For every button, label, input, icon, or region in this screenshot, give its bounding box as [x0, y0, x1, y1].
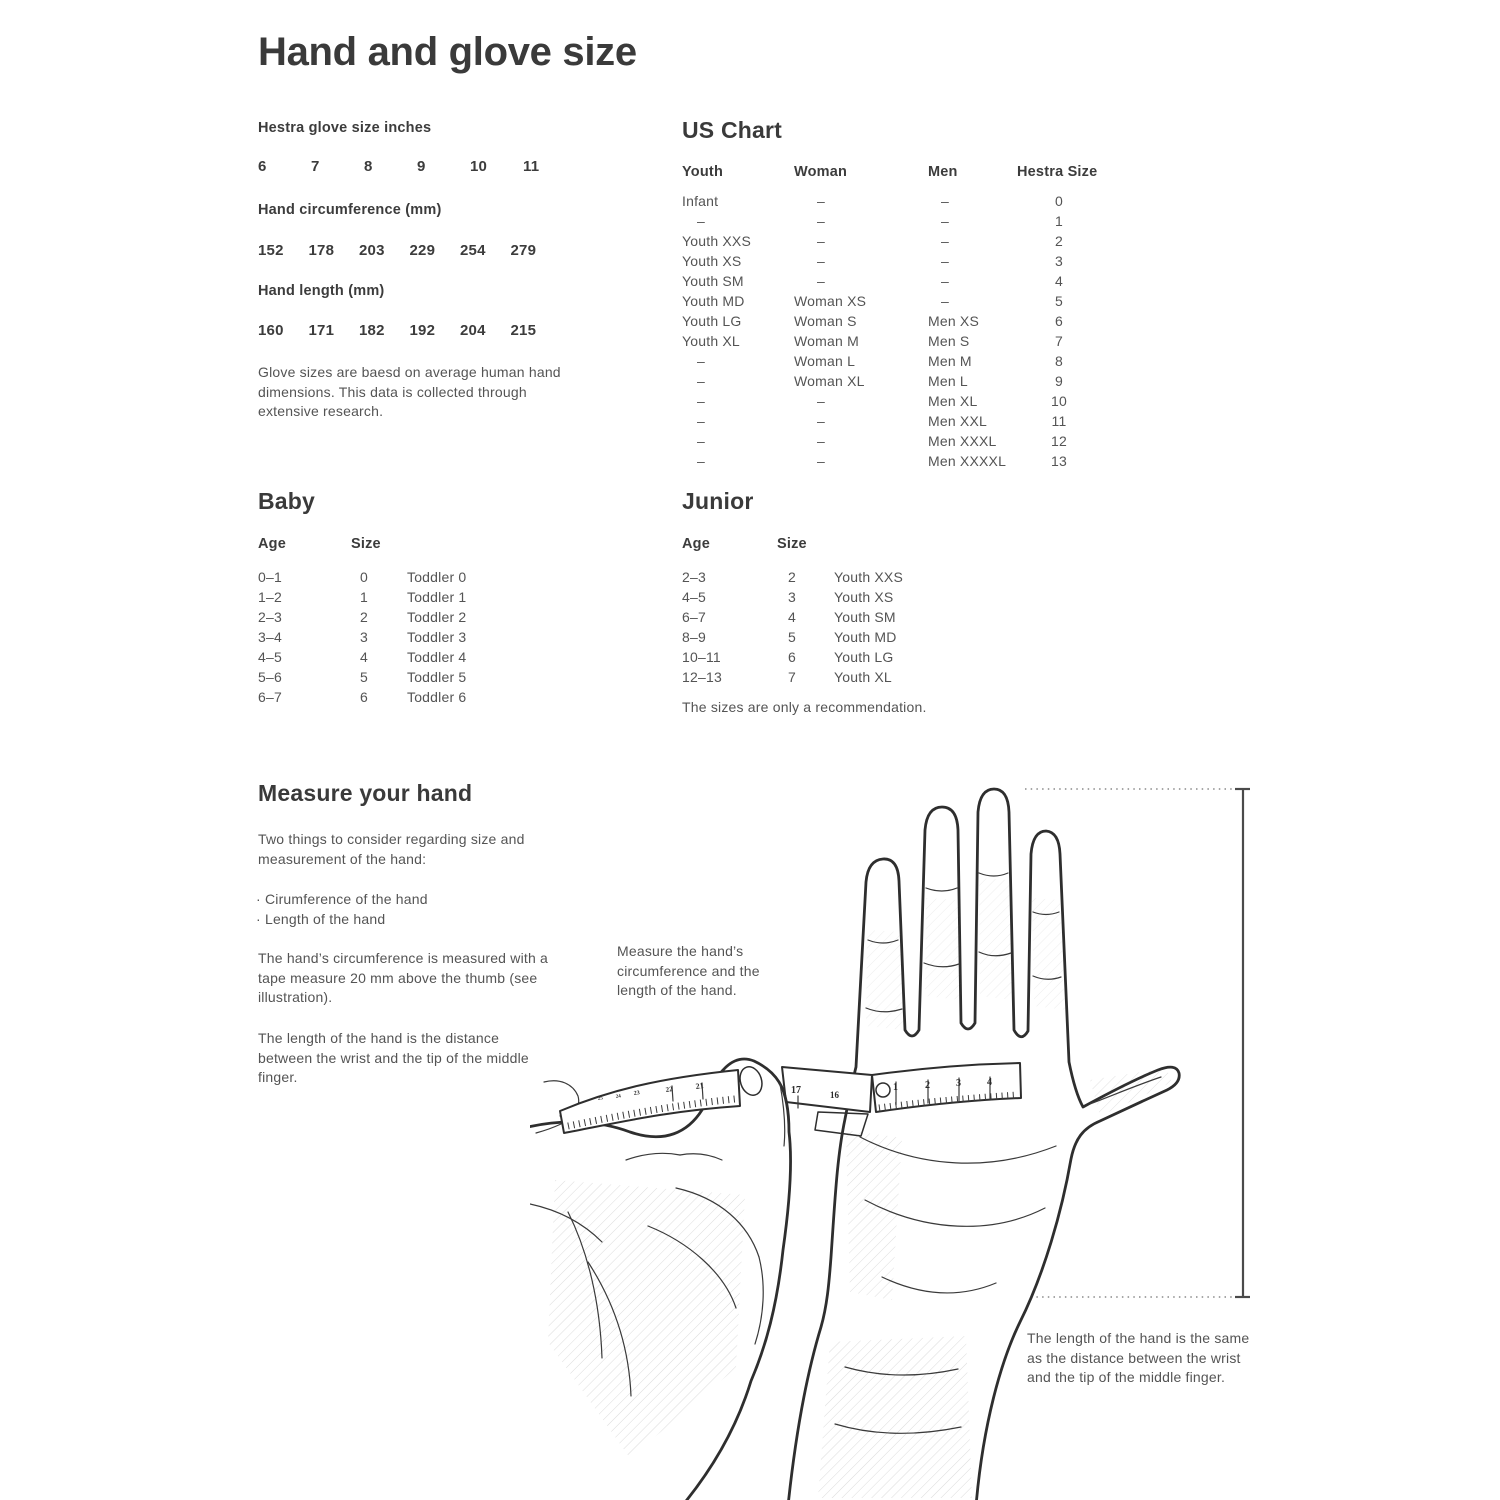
table-row: [258, 587, 466, 607]
woman-cell: –: [817, 433, 825, 449]
glove-size-note: Glove sizes are baesd on average human hand dimensions. This data is collected through extensive research.: [258, 364, 561, 420]
men-cell: Men XXXXL: [928, 453, 1007, 469]
youth-cell: Youth SM: [682, 273, 744, 289]
youth-cell: –: [697, 393, 705, 409]
baby-table-body: [258, 567, 466, 707]
tape-number: 1: [893, 1082, 898, 1093]
woman-cell: –: [817, 413, 825, 429]
table-row: [682, 411, 1101, 431]
column-header-age: Age: [682, 536, 710, 552]
age-cell: 3–4: [258, 629, 282, 645]
size-cell: 5: [360, 669, 368, 685]
hestra-size-cell: 13: [1051, 453, 1067, 469]
hand-circumference-value: 203: [359, 242, 385, 259]
size-label-cell: Toddler 3: [407, 629, 467, 645]
age-cell: 6–7: [258, 689, 282, 705]
hand-circumference-value: 254: [460, 242, 486, 259]
hestra-size-cell: 0: [1055, 193, 1063, 209]
men-cell: –: [941, 293, 949, 309]
tape-number: 25: [597, 1096, 604, 1102]
table-row: [682, 647, 903, 667]
men-cell: –: [941, 253, 949, 269]
hand-length-values-row: [258, 322, 561, 339]
table-row: [682, 271, 1101, 291]
table-row: [682, 351, 1101, 371]
size-label-cell: Youth XL: [834, 669, 892, 685]
men-cell: –: [941, 233, 949, 249]
table-row: [258, 687, 466, 707]
woman-cell: –: [817, 253, 825, 269]
hand-circumference-heading: Hand circumference (mm): [258, 202, 442, 218]
woman-cell: –: [817, 453, 825, 469]
youth-cell: –: [697, 213, 705, 229]
circumference-paragraph: The hand’s circumference is measured with a tape measure 20 mm above the thumb (see illustration).: [258, 950, 549, 1006]
size-cell: 1: [360, 589, 368, 605]
column-header-hestra-size: Hestra Size: [1017, 164, 1098, 180]
junior-size-table: [682, 536, 903, 687]
youth-cell: –: [697, 453, 705, 469]
age-cell: 4–5: [682, 589, 706, 605]
table-row: [258, 607, 466, 627]
age-cell: 10–11: [682, 649, 721, 665]
size-label-cell: Youth XXS: [834, 569, 904, 585]
men-cell: Men XS: [928, 313, 979, 329]
junior-title: Junior: [682, 488, 754, 514]
hand-length-heading: Hand length (mm): [258, 283, 385, 299]
table-row: [682, 451, 1101, 471]
junior-table-body: [682, 567, 903, 687]
men-cell: Men L: [928, 373, 968, 389]
age-cell: 4–5: [258, 649, 282, 665]
baby-title: Baby: [258, 488, 316, 514]
youth-cell: –: [697, 353, 705, 369]
table-row: [258, 627, 466, 647]
measured-hand: [788, 789, 1179, 1500]
youth-cell: –: [697, 433, 705, 449]
youth-cell: Youth LG: [682, 313, 742, 329]
table-row: [682, 191, 1101, 211]
glove-size-value: 8: [364, 158, 373, 175]
table-row: [682, 431, 1101, 451]
hand-length-value: 182: [359, 322, 385, 339]
age-cell: 8–9: [682, 629, 706, 645]
glove-size-value: 9: [417, 158, 426, 175]
age-cell: 0–1: [258, 569, 282, 585]
column-header-age: Age: [258, 536, 286, 552]
woman-cell: Woman XS: [794, 293, 867, 309]
men-cell: Men XXXL: [928, 433, 997, 449]
tape-number: 16: [830, 1090, 839, 1100]
woman-cell: –: [817, 233, 825, 249]
us-chart-title: US Chart: [682, 117, 783, 143]
column-header-youth: Youth: [682, 164, 723, 180]
tape-number: 21: [695, 1080, 705, 1091]
size-label-cell: Toddler 1: [407, 589, 467, 605]
hestra-size-cell: 12: [1051, 433, 1067, 449]
size-cell: 3: [360, 629, 368, 645]
youth-cell: Youth XS: [682, 253, 742, 269]
youth-cell: Youth XL: [682, 333, 740, 349]
age-cell: 5–6: [258, 669, 282, 685]
woman-cell: Woman L: [794, 353, 856, 369]
hestra-size-cell: 6: [1055, 313, 1063, 329]
table-row: [258, 647, 466, 667]
tape-rivet: [876, 1083, 890, 1097]
glove-size-value: 10: [470, 158, 488, 175]
woman-cell: Woman M: [794, 333, 859, 349]
hand-circumference-value: 229: [409, 242, 436, 259]
column-header-size: Size: [351, 536, 381, 552]
hestra-size-cell: 2: [1055, 233, 1063, 249]
glove-size-value: 11: [523, 158, 540, 175]
tape-number: 3: [956, 1078, 961, 1089]
measure-annotation: Measure the hand’s circumference and the length of the hand.: [617, 943, 760, 999]
woman-cell: Woman S: [794, 313, 857, 329]
hestra-size-cell: 9: [1055, 373, 1063, 389]
size-cell: 2: [360, 609, 368, 625]
hand-length-value: 160: [258, 322, 284, 339]
size-cell: 3: [788, 589, 796, 605]
bullet-item: · Length of the hand: [256, 910, 386, 927]
measure-intro: Two things to consider regarding size and measurement of the hand:: [258, 831, 525, 867]
woman-cell: –: [817, 193, 825, 209]
junior-header-row: [682, 536, 903, 567]
size-label-cell: Youth LG: [834, 649, 894, 665]
size-label-cell: Toddler 0: [407, 569, 467, 585]
men-cell: Men M: [928, 353, 972, 369]
age-cell: 2–3: [258, 609, 282, 625]
bullet-item: · Cirumference of the hand: [256, 891, 428, 907]
woman-cell: –: [817, 273, 825, 289]
baby-header-row: [258, 536, 466, 567]
hestra-size-cell: 7: [1055, 333, 1063, 349]
size-cell: 4: [788, 609, 796, 625]
size-label-cell: Toddler 5: [407, 669, 467, 685]
men-cell: Men S: [928, 333, 970, 349]
middle-finger-hatching: [925, 898, 961, 1000]
hand-length-value: 171: [308, 322, 335, 339]
hand-circumference-value: 178: [308, 242, 335, 259]
hestra-size-cell: 3: [1055, 253, 1063, 269]
table-row: [682, 627, 903, 647]
size-label-cell: Toddler 4: [407, 649, 467, 665]
tape-number: 17: [791, 1085, 801, 1096]
tape-number: 2: [925, 1080, 930, 1091]
junior-note: The sizes are only a recommendation.: [682, 699, 927, 715]
hestra-size-cell: 8: [1055, 353, 1063, 369]
us-chart-header-row: [682, 164, 1101, 191]
forearm-hatching: [818, 1336, 972, 1498]
youth-cell: –: [697, 373, 705, 389]
size-cell: 0: [360, 569, 368, 585]
us-chart-body: [682, 191, 1101, 471]
men-cell: –: [941, 273, 949, 289]
table-row: [682, 391, 1101, 411]
table-row: [682, 311, 1101, 331]
size-label-cell: Toddler 6: [407, 689, 467, 705]
index-finger-hatching: [866, 930, 903, 1030]
tape-number: 24: [615, 1094, 622, 1100]
men-cell: Men XL: [928, 393, 978, 409]
ring-finger-hatching: [979, 878, 1013, 1000]
hand-length-value: 215: [510, 322, 537, 339]
hand-measurement-illustration: [530, 780, 1250, 1500]
size-cell: 7: [788, 669, 796, 685]
age-cell: 2–3: [682, 569, 706, 585]
column-header-size: Size: [777, 536, 807, 552]
glove-size-value: 7: [311, 158, 320, 175]
youth-cell: Infant: [682, 193, 719, 209]
hand-length-annotation: The length of the hand is the same as the distance between the wrist and the tip of the middle finger.: [1027, 1330, 1250, 1386]
size-label-cell: Toddler 2: [407, 609, 467, 625]
measure-your-hand-title: Measure your hand: [258, 780, 473, 806]
table-row: [682, 231, 1101, 251]
size-label-cell: Youth SM: [834, 609, 896, 625]
size-cell: 6: [788, 649, 796, 665]
table-row: [258, 567, 466, 587]
baby-size-table: [258, 536, 466, 707]
table-row: [682, 251, 1101, 271]
length-paragraph: The length of the hand is the distance between the wrist and the tip of the middle finger.: [258, 1030, 529, 1086]
table-row: [258, 667, 466, 687]
column-header-men: Men: [928, 164, 958, 180]
hestra-size-cell: 1: [1055, 213, 1063, 229]
table-row: [682, 607, 903, 627]
size-cell: 5: [788, 629, 796, 645]
woman-cell: –: [817, 393, 825, 409]
hand-length-value: 192: [409, 322, 436, 339]
table-row: [682, 291, 1101, 311]
age-cell: 1–2: [258, 589, 282, 605]
youth-cell: –: [697, 413, 705, 429]
youth-cell: Youth MD: [682, 293, 745, 309]
glove-size-values-row: [258, 158, 576, 175]
table-row: [682, 567, 903, 587]
column-header-blank: [834, 536, 903, 567]
table-row: [682, 211, 1101, 231]
men-cell: –: [941, 213, 949, 229]
woman-cell: –: [817, 213, 825, 229]
men-cell: Men XXL: [928, 413, 987, 429]
hestra-size-cell: 11: [1051, 413, 1067, 429]
hestra-size-cell: 5: [1055, 293, 1063, 309]
age-cell: 6–7: [682, 609, 706, 625]
tape-number: 22: [665, 1085, 674, 1094]
column-header-blank: [407, 536, 466, 567]
hand-circumference-value: 152: [258, 242, 284, 259]
youth-cell: Youth XXS: [682, 233, 752, 249]
glove-size-inches-heading: Hestra glove size inches: [258, 120, 432, 136]
size-cell: 2: [788, 569, 796, 585]
glove-size-value: 6: [258, 158, 267, 175]
size-label-cell: Youth XS: [834, 589, 894, 605]
tape-number: 23: [633, 1090, 641, 1097]
hand-circumference-value: 279: [510, 242, 537, 259]
tape-number: 4: [987, 1077, 992, 1088]
woman-cell: Woman XL: [794, 373, 865, 389]
hand-circumference-values-row: [258, 242, 561, 259]
table-row: [682, 587, 903, 607]
size-cell: 6: [360, 689, 368, 705]
age-cell: 12–13: [682, 669, 722, 685]
table-row: [682, 371, 1101, 391]
hestra-size-cell: 4: [1055, 273, 1063, 289]
page-title: Hand and glove size: [258, 30, 637, 74]
measure-bullet-list: [256, 890, 556, 929]
table-row: [682, 331, 1101, 351]
us-chart-table: [682, 164, 1101, 471]
table-row: [682, 667, 903, 687]
hestra-size-cell: 10: [1051, 393, 1067, 409]
hand-length-value: 204: [460, 322, 486, 339]
size-cell: 4: [360, 649, 368, 665]
men-cell: –: [941, 193, 949, 209]
column-header-woman: Woman: [794, 164, 848, 180]
size-label-cell: Youth MD: [834, 629, 897, 645]
